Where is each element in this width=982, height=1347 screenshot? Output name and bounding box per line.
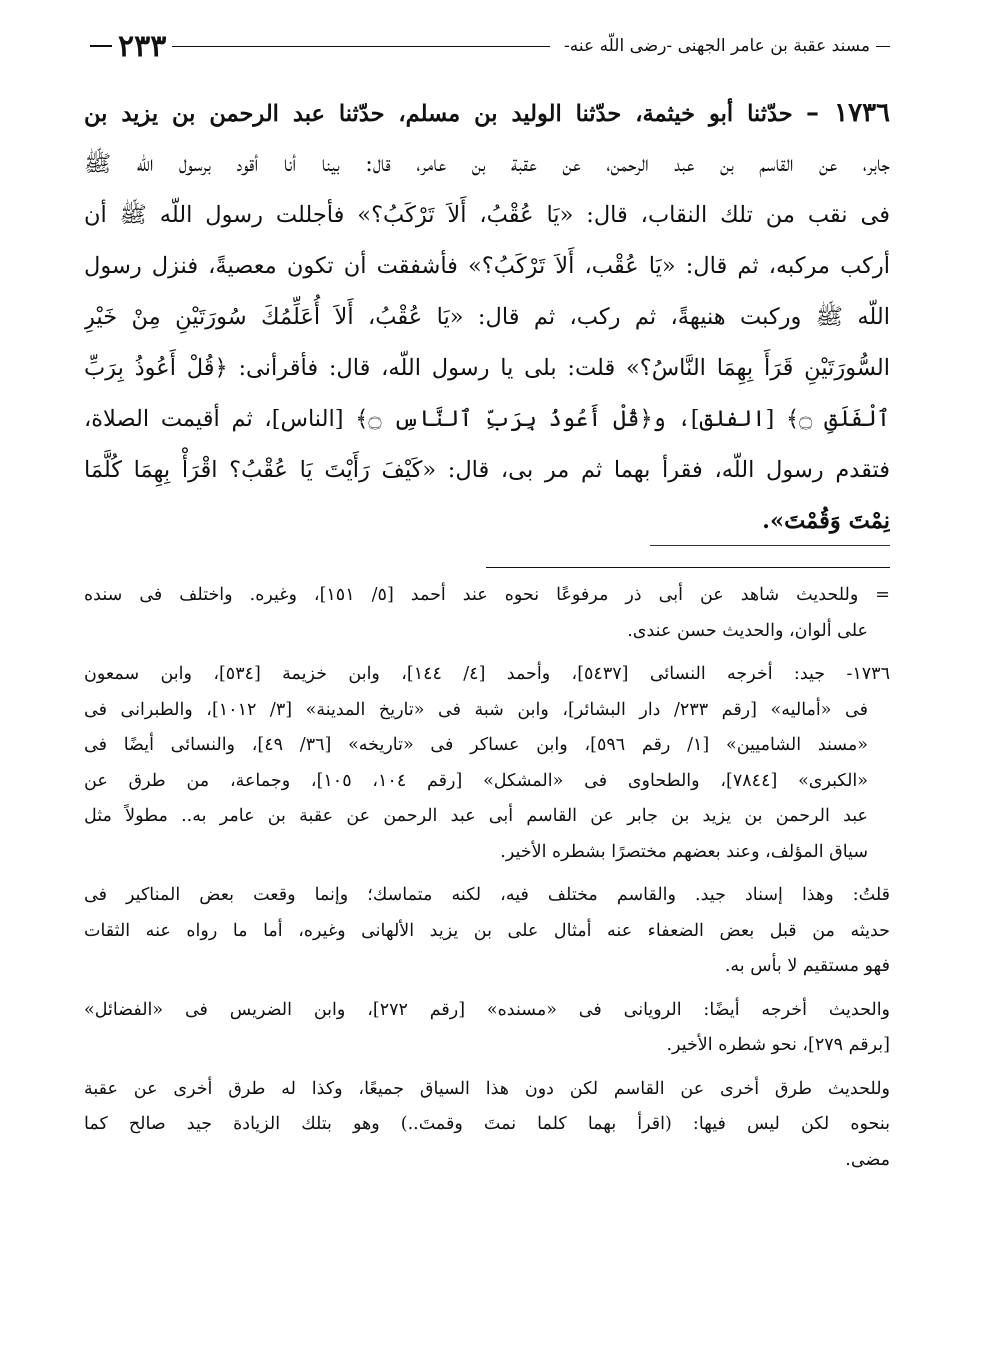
main-line-1-text: حدّثنا أبو خيثمة، حدّثنا الوليد بن مسلم، حدّثنا عبد الرحمن بن يزيد بن [84,101,793,127]
note-paragraph-2 [84,657,890,870]
hadith-text [84,88,890,547]
header-dash-end [90,45,112,47]
note-paragraph-1 [84,578,890,649]
note-line: = وللحديث شاهد عن أبى ذر مرفوعًا نحوه عند أحمد [٥/ ١٥١]، وغيره. واختلف فى سنده [84,585,890,605]
footnote-separator [486,567,890,568]
main-line-7: ٱلْفَلَقِ ۝﴾ [الفلق]، و﴿قُلْ أَعُوذُ بِرَبِّ ٱلنَّاسِ ۝﴾ [الناس]، ثم أقيمت الصلاة، [84,406,890,432]
main-line-4: أركب مركبه، ثم قال: «يَا عُقْب، أَلاَ تَرْكَبُ؟» فأشفقت أن تكون معصيةً، فنزل رسول [84,253,890,279]
note-line: حديثه من قبل بعض الضعفاء عنه أمثال على بن يزيد الألهانى وغيره، أما ما رواه عنه الثقات [84,920,890,941]
hadith-number: ١٧٣٦ – [805,98,890,128]
note-line: بنحوه لكن ليس فيها: (اقرأ بهما كلما نمتَ وقمتَ..) وهو بتلك الزيادة جيد صالح كما [84,1114,890,1134]
note-paragraph-4 [84,993,890,1064]
note-line: على ألوان، والحديث حسن عندى. [627,620,868,641]
page-header [90,28,890,64]
note-line: «الكبرى» [٧٨٤٤]، والطحاوى فى «المشكل» [رقم ١٠٤، ١٠٥]، وجماعة، من طرق عن [84,770,868,791]
note-line: «مسند الشاميين» [١/ رقم ٥٩٦]، وابن عساكر فى «تاريخه» [٣٦/ ٤٩]، والنسائى أيضًا فى [84,735,868,755]
running-title: مسند عقبة بن عامر الجهنى -رضى اللّه عنه- [564,36,870,56]
main-line-2: جابر، عن القاسم بن عبد الرحمن، عن عقبة بن عامر، قال: بينا أنا أقود برسول اللّه ﷺ [84,151,890,177]
note-line: فى «أماليه» [رقم ٢٣٣/ دار البشائر]، وابن شبة فى «تاريخ المدينة» [٣/ ١٠١٢]، والطبرانى فى [84,699,868,720]
note-line: فهو مستقيم لا بأس به. [724,956,890,976]
main-line-9: نِمْتَ وَقُمْتَ». [762,508,890,534]
main-line-5: اللّه ﷺ وركبت هنيهةً، ثم ركب، ثم قال: «يَا عُقْبُ، أَلاَ أُعَلِّمُكَ سُورَتَيْنِ مِنْ خَيْرِ [84,304,890,330]
note-line: سياق المؤلف، وعند بعضهم مختصرًا بشطره الأخير. [500,841,868,862]
note-line: والحديث أخرجه أيضًا: الرويانى فى «مسنده» [رقم ٢٧٢]، وابن الضريس فى «الفضائل» [84,999,890,1020]
note-line: قلتُ: وهذا إسناد جيد. والقاسم مختلف فيه، لكنه متماسك؛ وإنما وقعت بعض المناكير فى [84,885,890,905]
note-line: مضى. [845,1149,890,1170]
note-line: ١٧٣٦- جيد: أخرجه النسائى [٥٤٣٧]، وأحمد [٤/ ١٤٤]، وابن خزيمة [٥٣٤]، وابن سمعون [84,664,890,684]
main-line-3: فى نقب من تلك النقاب، قال: «يَا عُقْبُ، أَلاَ تَرْكَبُ؟» فأجللت رسول اللّه ﷺ أن [84,202,890,228]
main-line-8: فتقدم رسول اللّه، فقرأ بهما ثم مر بى، قال: «كَيْفَ رَأَيْتَ يَا عُقْبُ؟ اقْرَأْ بِهِمَا كُلَّمَا [84,457,890,483]
note-line: [برقم ٢٧٩]، نحو شطره الأخير. [666,1035,890,1055]
main-line-6: السُّورَتَيْنِ قَرَأَ بِهِمَا النَّاسُ؟» قلت: بلى يا رسول اللّه، قال: فأقرأنى: ﴿قُلْ أَعُوذُ بِرَبِّ [84,355,890,381]
header-rule [172,46,550,47]
footnotes [84,578,890,1178]
note-paragraph-3 [84,878,890,985]
main-end-rule [650,545,890,546]
note-line: وللحديث طرق أخرى عن القاسم لكن دون هذا السياق جميعًا، وكذا له طرق أخرى عن عقبة [84,1078,890,1099]
page-number: ٢٣٣ [118,28,167,64]
note-paragraph-5 [84,1072,890,1179]
note-line: عبد الرحمن بن يزيد بن جابر عن القاسم أبى عبد الرحمن عن عقبة بن عامر به.. مطولاً مثل [84,806,868,826]
main-line-1 [84,88,890,139]
header-dash-start [876,46,890,47]
